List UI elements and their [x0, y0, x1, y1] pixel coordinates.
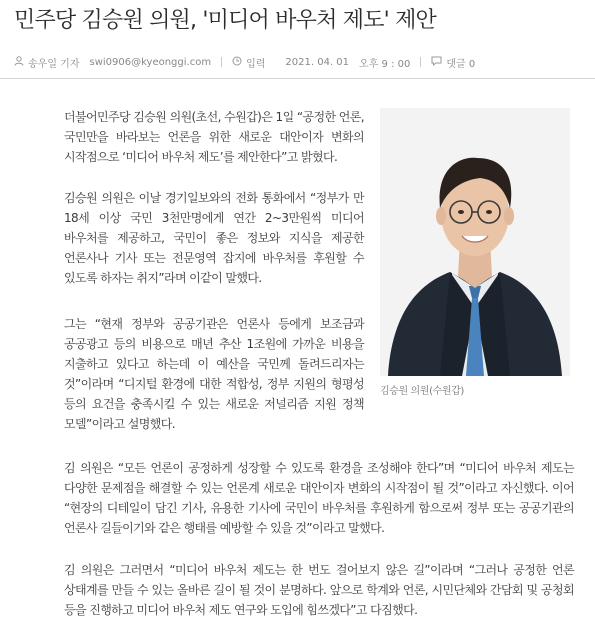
meta-divider	[420, 57, 421, 67]
article-paragraph: 김 의원은 그러면서 “미디어 바우처 제도는 한 번도 걸어보지 않은 길”이라며 “그러나 공정한 언론 상태계를 만들 수 있는 올바른 길이 될 것이 분명하다. 앞으로 학계와 언론, 시민단체와 간담회 및 공청회 등을 진행하고 미디어 바우처 제도 연구와 도입에 힘쓰겠다”고 다짐했다.	[64, 563, 574, 617]
publish-time: 오후 9 : 00	[359, 58, 411, 70]
publish-date: 2021. 04. 01	[285, 56, 350, 68]
comment-icon	[431, 56, 442, 69]
article-paragraph: 김 의원은 “모든 언론이 공정하게 성장할 수 있도록 환경을 조성해야 한다”며 “미디어 바우처 제도는 다양한 문제점을 해결할 수 있는 언론계 새로운 대안이자 변화의 시작점이 될 것”이라고 자신했다. 이어 “현장의 디테일이 담긴 기사, 유용한 기사에 국민이 바우처를 후원하게 함으로써 정부 또는 공공기관의 언론사 길들이기와 같은 행태를 예방할 수 있을 것”이라고 말했다.	[64, 461, 574, 535]
reporter-email[interactable]: swi0906@kyeonggi.com	[89, 56, 212, 68]
article-meta	[14, 52, 584, 72]
photo-caption: 김승원 의원(수원갑)	[380, 386, 464, 397]
comment-count[interactable]: 댓글 0	[446, 58, 476, 70]
article-paragraph: 김승원 의원은 이날 경기일보와의 전화 통화에서 “정부가 만 18세 이상 국민 3천만명에게 연간 2~3만원씩 미디어 바우처를 제공하고, 국민이 좋은 정보와 지식을 제공한 언론사나 기사 또는 전문영역 잡지에 바우처를 후원할 수 있도록 하자는 취지”라며 이같이 말했다.	[64, 191, 364, 285]
reporter-name: 송우일 기자	[28, 58, 80, 70]
article-headline: 민주당 김승원 의원, '미디어 바우처 제도' 제안	[14, 8, 436, 33]
input-label: 입력	[246, 58, 266, 70]
clock-icon	[232, 56, 242, 69]
header-divider	[0, 78, 595, 79]
article-paragraph: 더불어민주당 김승원 의원(초선, 수원갑)은 1일 “공정한 언론, 국민만을 바라보는 언론을 위한 새로운 대안이자 변화의 시작점으로 ‘미디어 바우처 제도’를 제안한다”고 밝혔다.	[64, 110, 364, 164]
lawmaker-photo	[380, 108, 570, 376]
article-paragraph: 그는 “현재 정부와 공공기관은 언론사 등에게 보조금과 공공광고 등의 비용으로 매년 추산 1조원에 가까운 비용을 지출하고 있다고 하는데 이 예산을 국민께 돌려드리자는 것”이라며 “디지털 환경에 대한 적합성, 정부 지원의 형평성 등의 요건을 충족시킬 수 있는 새로운 저널리즘 지원 정책 모델”이라고 설명했다.	[64, 317, 364, 431]
meta-divider	[221, 57, 222, 67]
user-icon	[14, 56, 24, 69]
